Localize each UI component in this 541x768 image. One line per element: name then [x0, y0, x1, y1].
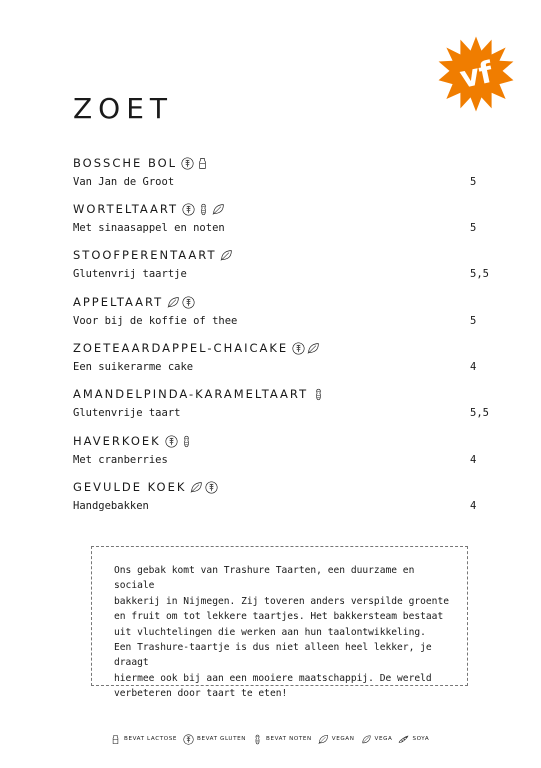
soya-icon — [398, 734, 409, 745]
lactose-icon — [110, 734, 121, 745]
menu-item — [73, 294, 493, 338]
lactose-icon — [196, 157, 209, 170]
item-description: Voor bij de koffie of thee — [73, 315, 238, 327]
legend-item — [318, 734, 355, 745]
allergen-legend — [110, 732, 435, 746]
gluten-icon — [182, 203, 195, 216]
item-description: Met cranberries — [73, 454, 168, 466]
item-description: Glutenvrij taartje — [73, 268, 187, 280]
legend-label: VEGA — [374, 736, 393, 742]
item-icons — [220, 249, 235, 262]
item-price: 5 — [470, 176, 477, 188]
item-price: 4 — [470, 454, 477, 466]
item-price: 4 — [470, 500, 477, 512]
item-name: ZOETEAARDAPPEL-CHAICAKE — [73, 341, 289, 355]
gluten-icon — [292, 342, 305, 355]
item-description: Met sinaasappel en noten — [73, 222, 225, 234]
item-description: Van Jan de Groot — [73, 176, 175, 188]
legend-label: BEVAT LACTOSE — [124, 736, 178, 742]
vegan-icon — [190, 481, 203, 494]
vegan-icon — [212, 203, 225, 216]
menu-item — [73, 433, 493, 477]
item-name: AMANDELPINDA-KARAMELTAART — [73, 387, 309, 401]
item-description: Glutenvrije taart — [73, 407, 181, 419]
gluten-icon — [165, 435, 178, 448]
menu-item — [73, 479, 493, 523]
item-icons — [182, 203, 227, 216]
item-price: 4 — [470, 361, 477, 373]
vega-icon — [361, 734, 372, 745]
gluten-icon — [181, 157, 194, 170]
logo-text: vf — [456, 53, 496, 95]
item-name: BOSSCHE BOL — [73, 156, 178, 170]
item-icons — [167, 296, 197, 309]
item-icons — [181, 157, 211, 170]
page-title: ZOET — [73, 92, 174, 125]
menu-item — [73, 155, 493, 199]
info-box — [91, 546, 468, 700]
legend-label: BEVAT GLUTEN — [197, 736, 247, 742]
menu-item — [73, 386, 493, 430]
vegan-icon — [307, 342, 320, 355]
gluten-icon — [205, 481, 218, 494]
vegan-icon — [220, 249, 233, 262]
vegan-icon — [318, 734, 329, 745]
vf-logo — [437, 35, 515, 113]
menu-item — [73, 340, 493, 384]
nuts-icon — [197, 203, 210, 216]
item-name: HAVERKOEK — [73, 434, 161, 448]
info-text: Ons gebak komt van Trashure Taarten, een duurzame en sociale bakkerij in Nijmegen. Zij toveren anders verspilde groente en fruit om tot lekkere taartjes. Het bakkersteam bestaat uit vluchtelingen die werken aan hun taalontwikkeling. Een Trashure-taartje is dus niet alleen heel lekker, je draagt hiermee ook bij aan een mooiere maatschappij. De wereld verbeteren door taart te eten! — [114, 565, 450, 700]
gluten-icon — [182, 296, 195, 309]
item-price: 5,5 — [470, 407, 489, 419]
legend-label: BEVAT NOTEN — [266, 736, 312, 742]
gluten-icon — [183, 734, 194, 745]
nuts-icon — [180, 435, 193, 448]
vegan-icon — [167, 296, 180, 309]
item-price: 5,5 — [470, 268, 489, 280]
menu-item — [73, 201, 493, 245]
item-price: 5 — [470, 315, 477, 327]
legend-item — [361, 734, 393, 745]
item-icons — [165, 435, 195, 448]
nuts-icon — [312, 388, 325, 401]
legend-item — [252, 734, 312, 745]
item-name: STOOFPERENTAART — [73, 248, 217, 262]
nuts-icon — [252, 734, 263, 745]
legend-label: VEGAN — [331, 736, 355, 742]
item-name: APPELTAART — [73, 295, 164, 309]
item-name: WORTELTAART — [73, 202, 179, 216]
legend-item — [398, 734, 429, 745]
item-name: GEVULDE KOEK — [73, 480, 187, 494]
item-description: Een suikerarme cake — [73, 361, 194, 373]
legend-item — [110, 734, 177, 745]
item-icons — [190, 481, 220, 494]
legend-item — [183, 734, 246, 745]
legend-label: SOYA — [412, 736, 430, 742]
item-icons — [292, 342, 322, 355]
item-icons — [312, 388, 327, 401]
item-price: 5 — [470, 222, 477, 234]
menu-item — [73, 247, 493, 291]
item-description: Handgebakken — [73, 500, 149, 512]
